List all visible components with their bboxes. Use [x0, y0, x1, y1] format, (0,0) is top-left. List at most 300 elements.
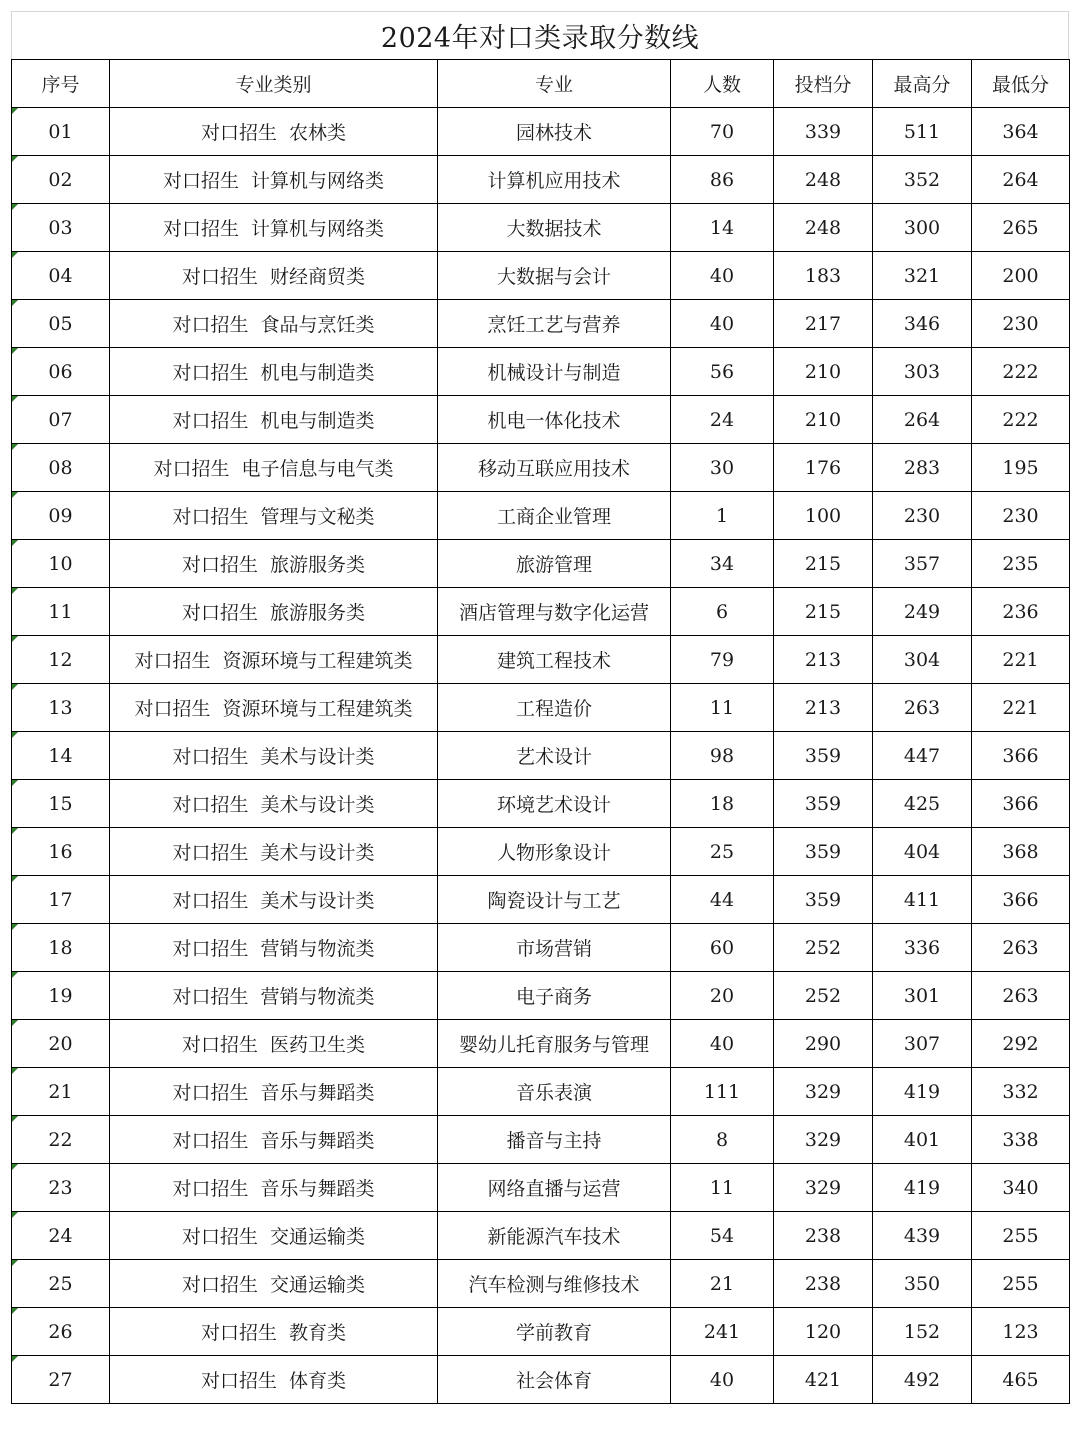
cell-count: 1	[671, 492, 774, 540]
cell-marker-icon	[12, 1020, 18, 1026]
cell-count: 79	[671, 636, 774, 684]
cell-no	[12, 732, 110, 780]
page-title: 2024年对口类录取分数线	[380, 23, 700, 54]
cell-max: 263	[873, 684, 972, 732]
cell-max: 419	[873, 1068, 972, 1116]
row-number: 02	[48, 168, 73, 191]
row-number: 15	[48, 792, 73, 815]
cell-no	[12, 348, 110, 396]
table-row	[12, 300, 1070, 348]
header-max: 最高分	[873, 60, 972, 108]
cell-no	[12, 252, 110, 300]
category-prefix: 对口招生	[172, 842, 249, 864]
cell-count: 44	[671, 876, 774, 924]
cell-major: 烹饪工艺与营养	[438, 300, 671, 348]
cell-max: 301	[873, 972, 972, 1020]
cell-major: 旅游管理	[438, 540, 671, 588]
cell-min: 255	[972, 1212, 1070, 1260]
cell-max: 300	[873, 204, 972, 252]
cell-cutoff: 100	[774, 492, 873, 540]
cell-no	[12, 1308, 110, 1356]
table-row	[12, 972, 1070, 1020]
cell-major: 社会体育	[438, 1356, 671, 1404]
category-prefix: 对口招生	[172, 1082, 249, 1104]
cell-min: 123	[972, 1308, 1070, 1356]
category-name: 教育类	[289, 1322, 347, 1344]
cell-max: 283	[873, 444, 972, 492]
cell-max: 336	[873, 924, 972, 972]
score-table	[11, 59, 1070, 1404]
cell-count: 11	[671, 684, 774, 732]
cell-category	[110, 1308, 438, 1356]
category-name: 美术与设计类	[260, 794, 375, 816]
table-row	[12, 1164, 1070, 1212]
cell-no	[12, 1164, 110, 1212]
row-number: 04	[48, 264, 73, 287]
table-row	[12, 1116, 1070, 1164]
row-number: 25	[48, 1272, 73, 1295]
cell-cutoff: 238	[774, 1212, 873, 1260]
cell-no	[12, 636, 110, 684]
category-prefix: 对口招生	[200, 1370, 277, 1392]
cell-count: 111	[671, 1068, 774, 1116]
table-row	[12, 396, 1070, 444]
cell-count: 54	[671, 1212, 774, 1260]
cell-major: 新能源汽车技术	[438, 1212, 671, 1260]
table-row	[12, 1356, 1070, 1404]
cell-no	[12, 156, 110, 204]
cell-cutoff: 213	[774, 636, 873, 684]
cell-no	[12, 780, 110, 828]
category-prefix: 对口招生	[172, 506, 249, 528]
cell-min: 340	[972, 1164, 1070, 1212]
category-name: 营销与物流类	[260, 938, 375, 960]
cell-marker-icon	[12, 252, 18, 258]
category-prefix: 对口招生	[181, 1274, 258, 1296]
cell-max: 230	[873, 492, 972, 540]
cell-marker-icon	[12, 1068, 18, 1074]
cell-major: 播音与主持	[438, 1116, 671, 1164]
cell-no	[12, 444, 110, 492]
cell-count: 30	[671, 444, 774, 492]
row-number: 26	[48, 1320, 73, 1343]
cell-major: 艺术设计	[438, 732, 671, 780]
cell-min: 222	[972, 348, 1070, 396]
cell-min: 195	[972, 444, 1070, 492]
cell-category	[110, 732, 438, 780]
cell-min: 263	[972, 972, 1070, 1020]
cell-category	[110, 780, 438, 828]
category-name: 美术与设计类	[260, 842, 375, 864]
category-name: 交通运输类	[270, 1226, 366, 1248]
cell-count: 56	[671, 348, 774, 396]
header-no: 序号	[12, 60, 110, 108]
category-prefix: 对口招生	[200, 1322, 277, 1344]
cell-cutoff: 329	[774, 1068, 873, 1116]
cell-count: 24	[671, 396, 774, 444]
cell-major: 大数据技术	[438, 204, 671, 252]
cell-max: 425	[873, 780, 972, 828]
cell-max: 447	[873, 732, 972, 780]
cell-marker-icon	[12, 1356, 18, 1362]
cell-count: 6	[671, 588, 774, 636]
cell-major: 学前教育	[438, 1308, 671, 1356]
category-name: 食品与烹饪类	[260, 314, 375, 336]
cell-cutoff: 359	[774, 732, 873, 780]
cell-count: 98	[671, 732, 774, 780]
row-number: 09	[48, 504, 73, 527]
cell-min: 368	[972, 828, 1070, 876]
category-name: 电子信息与电气类	[241, 458, 394, 480]
cell-category	[110, 444, 438, 492]
cell-marker-icon	[12, 684, 18, 690]
cell-major: 市场营销	[438, 924, 671, 972]
cell-cutoff: 329	[774, 1164, 873, 1212]
row-number: 10	[48, 552, 73, 575]
cell-marker-icon	[12, 444, 18, 450]
cell-major: 移动互联应用技术	[438, 444, 671, 492]
cell-cutoff: 421	[774, 1356, 873, 1404]
cell-count: 11	[671, 1164, 774, 1212]
category-name: 资源环境与工程建筑类	[222, 698, 413, 720]
table-row	[12, 828, 1070, 876]
cell-marker-icon	[12, 636, 18, 642]
category-prefix: 对口招生	[172, 794, 249, 816]
cell-marker-icon	[12, 1308, 18, 1314]
table-row	[12, 924, 1070, 972]
cell-category	[110, 972, 438, 1020]
header-min: 最低分	[972, 60, 1070, 108]
category-prefix: 对口招生	[181, 554, 258, 576]
row-number: 23	[48, 1176, 73, 1199]
category-name: 计算机与网络类	[251, 218, 385, 240]
table-row	[12, 1308, 1070, 1356]
category-prefix: 对口招生	[162, 170, 239, 192]
cell-no	[12, 972, 110, 1020]
header-row	[12, 60, 1070, 108]
row-number: 03	[48, 216, 73, 239]
row-number: 08	[48, 456, 73, 479]
cell-marker-icon	[12, 204, 18, 210]
category-name: 音乐与舞蹈类	[260, 1178, 375, 1200]
cell-marker-icon	[12, 828, 18, 834]
cell-cutoff: 252	[774, 924, 873, 972]
cell-category	[110, 876, 438, 924]
cell-count: 70	[671, 108, 774, 156]
table-row	[12, 444, 1070, 492]
cell-cutoff: 252	[774, 972, 873, 1020]
cell-min: 465	[972, 1356, 1070, 1404]
cell-marker-icon	[12, 876, 18, 882]
row-number: 12	[48, 648, 73, 671]
cell-max: 304	[873, 636, 972, 684]
table-row	[12, 252, 1070, 300]
cell-category	[110, 636, 438, 684]
header-cutoff: 投档分	[774, 60, 873, 108]
table-row	[12, 492, 1070, 540]
category-prefix: 对口招生	[153, 458, 230, 480]
cell-category	[110, 1116, 438, 1164]
cell-min: 366	[972, 876, 1070, 924]
cell-min: 263	[972, 924, 1070, 972]
cell-category	[110, 252, 438, 300]
cell-min: 332	[972, 1068, 1070, 1116]
category-name: 美术与设计类	[260, 746, 375, 768]
category-name: 营销与物流类	[260, 986, 375, 1008]
cell-major: 计算机应用技术	[438, 156, 671, 204]
category-prefix: 对口招生	[172, 314, 249, 336]
cell-cutoff: 248	[774, 156, 873, 204]
cell-marker-icon	[12, 108, 18, 114]
cell-category	[110, 1212, 438, 1260]
cell-major: 工程造价	[438, 684, 671, 732]
category-name: 音乐与舞蹈类	[260, 1082, 375, 1104]
category-name: 旅游服务类	[270, 602, 366, 624]
cell-category	[110, 1260, 438, 1308]
cell-cutoff: 290	[774, 1020, 873, 1068]
cell-no	[12, 396, 110, 444]
cell-major: 机械设计与制造	[438, 348, 671, 396]
category-prefix: 对口招生	[172, 746, 249, 768]
cell-major: 婴幼儿托育服务与管理	[438, 1020, 671, 1068]
cell-cutoff: 248	[774, 204, 873, 252]
category-prefix: 对口招生	[134, 650, 211, 672]
row-number: 22	[48, 1128, 73, 1151]
category-name: 财经商贸类	[270, 266, 366, 288]
cell-count: 40	[671, 1020, 774, 1068]
cell-min: 221	[972, 684, 1070, 732]
cell-min: 235	[972, 540, 1070, 588]
table-row	[12, 732, 1070, 780]
cell-min: 236	[972, 588, 1070, 636]
cell-major: 陶瓷设计与工艺	[438, 876, 671, 924]
cell-cutoff: 210	[774, 348, 873, 396]
category-prefix: 对口招生	[172, 986, 249, 1008]
cell-category	[110, 924, 438, 972]
category-prefix: 对口招生	[181, 1034, 258, 1056]
cell-cutoff: 217	[774, 300, 873, 348]
cell-category	[110, 1164, 438, 1212]
category-prefix: 对口招生	[181, 266, 258, 288]
category-prefix: 对口招生	[172, 410, 249, 432]
cell-category	[110, 492, 438, 540]
cell-major: 汽车检测与维修技术	[438, 1260, 671, 1308]
cell-major: 园林技术	[438, 108, 671, 156]
category-name: 旅游服务类	[270, 554, 366, 576]
cell-cutoff: 238	[774, 1260, 873, 1308]
cell-cutoff: 215	[774, 588, 873, 636]
cell-major: 大数据与会计	[438, 252, 671, 300]
cell-no	[12, 204, 110, 252]
category-prefix: 对口招生	[172, 1178, 249, 1200]
cell-count: 21	[671, 1260, 774, 1308]
cell-count: 34	[671, 540, 774, 588]
cell-category	[110, 828, 438, 876]
category-name: 美术与设计类	[260, 890, 375, 912]
table-row	[12, 108, 1070, 156]
cell-no	[12, 540, 110, 588]
cell-marker-icon	[12, 1164, 18, 1170]
cell-min: 366	[972, 780, 1070, 828]
cell-max: 357	[873, 540, 972, 588]
cell-major: 酒店管理与数字化运营	[438, 588, 671, 636]
row-number: 16	[48, 840, 73, 863]
cell-marker-icon	[12, 300, 18, 306]
category-name: 管理与文秘类	[260, 506, 375, 528]
cell-cutoff: 176	[774, 444, 873, 492]
row-number: 20	[48, 1032, 73, 1055]
cell-cutoff: 359	[774, 828, 873, 876]
table-row	[12, 204, 1070, 252]
cell-min: 222	[972, 396, 1070, 444]
cell-category	[110, 588, 438, 636]
cell-category	[110, 540, 438, 588]
category-name: 音乐与舞蹈类	[260, 1130, 375, 1152]
table-row	[12, 1068, 1070, 1116]
cell-cutoff: 120	[774, 1308, 873, 1356]
cell-marker-icon	[12, 348, 18, 354]
cell-min: 338	[972, 1116, 1070, 1164]
category-prefix: 对口招生	[162, 218, 239, 240]
row-number: 18	[48, 936, 73, 959]
row-number: 07	[48, 408, 73, 431]
row-number: 17	[48, 888, 73, 911]
cell-cutoff: 210	[774, 396, 873, 444]
category-name: 农林类	[289, 122, 347, 144]
category-name: 交通运输类	[270, 1274, 366, 1296]
cell-cutoff: 359	[774, 780, 873, 828]
row-number: 24	[48, 1224, 73, 1247]
cell-no	[12, 684, 110, 732]
cell-min: 264	[972, 156, 1070, 204]
cell-no	[12, 1212, 110, 1260]
cell-cutoff: 359	[774, 876, 873, 924]
cell-category	[110, 108, 438, 156]
cell-max: 307	[873, 1020, 972, 1068]
table-row	[12, 1260, 1070, 1308]
table-row	[12, 540, 1070, 588]
category-prefix: 对口招生	[172, 1130, 249, 1152]
cell-no	[12, 924, 110, 972]
table-body	[12, 108, 1070, 1404]
category-name: 医药卫生类	[270, 1034, 366, 1056]
row-number: 01	[48, 120, 73, 143]
cell-count: 8	[671, 1116, 774, 1164]
table-row	[12, 1020, 1070, 1068]
cell-max: 350	[873, 1260, 972, 1308]
row-number: 05	[48, 312, 73, 335]
cell-cutoff: 183	[774, 252, 873, 300]
cell-marker-icon	[12, 156, 18, 162]
table-row	[12, 1212, 1070, 1260]
cell-max: 411	[873, 876, 972, 924]
cell-no	[12, 1356, 110, 1404]
cell-marker-icon	[12, 1116, 18, 1122]
cell-count: 241	[671, 1308, 774, 1356]
cell-min: 265	[972, 204, 1070, 252]
cell-no	[12, 588, 110, 636]
cell-marker-icon	[12, 588, 18, 594]
cell-marker-icon	[12, 732, 18, 738]
cell-marker-icon	[12, 540, 18, 546]
category-prefix: 对口招生	[181, 602, 258, 624]
cell-major: 电子商务	[438, 972, 671, 1020]
cell-count: 40	[671, 300, 774, 348]
table-row	[12, 588, 1070, 636]
category-name: 体育类	[289, 1370, 347, 1392]
header-major: 专业	[438, 60, 671, 108]
cell-marker-icon	[12, 780, 18, 786]
cell-count: 25	[671, 828, 774, 876]
cell-count: 40	[671, 252, 774, 300]
category-name: 资源环境与工程建筑类	[222, 650, 413, 672]
cell-min: 292	[972, 1020, 1070, 1068]
category-prefix: 对口招生	[172, 890, 249, 912]
row-number: 27	[48, 1368, 73, 1391]
cell-marker-icon	[12, 1212, 18, 1218]
cell-max: 419	[873, 1164, 972, 1212]
category-prefix: 对口招生	[172, 938, 249, 960]
cell-no	[12, 108, 110, 156]
cell-no	[12, 828, 110, 876]
table-row	[12, 876, 1070, 924]
cell-marker-icon	[12, 396, 18, 402]
cell-max: 152	[873, 1308, 972, 1356]
category-name: 机电与制造类	[260, 362, 375, 384]
row-number: 13	[48, 696, 73, 719]
cell-category	[110, 396, 438, 444]
cell-no	[12, 1116, 110, 1164]
cell-count: 14	[671, 204, 774, 252]
cell-max: 439	[873, 1212, 972, 1260]
cell-marker-icon	[12, 924, 18, 930]
cell-max: 404	[873, 828, 972, 876]
score-sheet	[11, 11, 1069, 1404]
cell-count: 60	[671, 924, 774, 972]
title-row	[11, 11, 1069, 59]
cell-marker-icon	[12, 1260, 18, 1266]
cell-max: 352	[873, 156, 972, 204]
cell-min: 255	[972, 1260, 1070, 1308]
cell-max: 303	[873, 348, 972, 396]
cell-count: 86	[671, 156, 774, 204]
cell-no	[12, 1068, 110, 1116]
table-row	[12, 348, 1070, 396]
cell-major: 建筑工程技术	[438, 636, 671, 684]
cell-cutoff: 329	[774, 1116, 873, 1164]
cell-max: 346	[873, 300, 972, 348]
cell-count: 40	[671, 1356, 774, 1404]
category-prefix: 对口招生	[134, 698, 211, 720]
cell-max: 264	[873, 396, 972, 444]
cell-category	[110, 156, 438, 204]
cell-max: 249	[873, 588, 972, 636]
row-number: 14	[48, 744, 73, 767]
cell-max: 492	[873, 1356, 972, 1404]
cell-category	[110, 204, 438, 252]
cell-max: 401	[873, 1116, 972, 1164]
cell-major: 音乐表演	[438, 1068, 671, 1116]
table-row	[12, 780, 1070, 828]
cell-min: 364	[972, 108, 1070, 156]
cell-max: 511	[873, 108, 972, 156]
cell-min: 230	[972, 300, 1070, 348]
category-name: 计算机与网络类	[251, 170, 385, 192]
cell-major: 网络直播与运营	[438, 1164, 671, 1212]
cell-no	[12, 300, 110, 348]
row-number: 11	[48, 600, 73, 623]
category-prefix: 对口招生	[181, 1226, 258, 1248]
